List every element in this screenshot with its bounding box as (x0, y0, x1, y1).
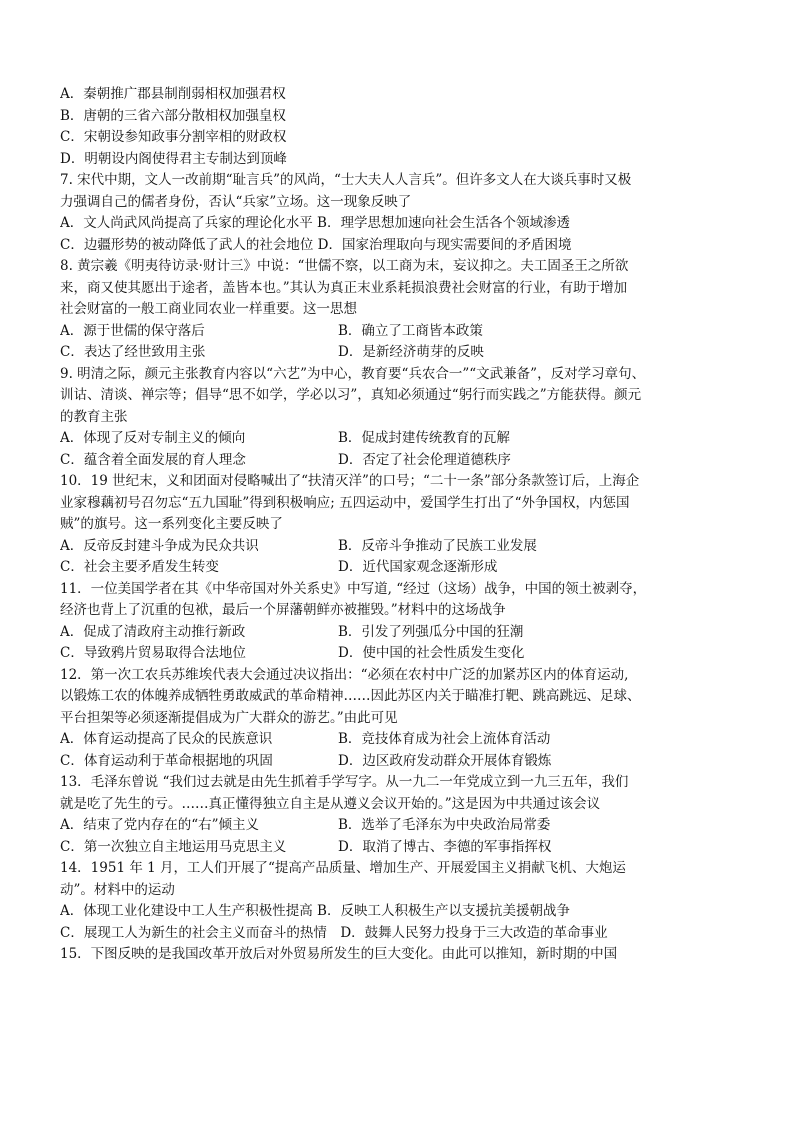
question-stem-line: 以锻炼工农的体魄养成牺牲勇敢威武的革命精神……因此苏区内关于瞄准打靶、跳高跳远、足球、 (60, 688, 641, 704)
question-stem-line: 7. 宋代中期，文人一改前期“耻言兵”的风尚，“士大夫人人言兵”。但许多文人在大谈兵事时又极 (60, 172, 632, 188)
option-row: A．文人尚武风尚提高了兵家的理论化水平 B．理学思想加速向社会生活各个领域渗透 (60, 215, 570, 231)
question-stem-line: 平台担架等必须逐渐提倡成为广大群众的游艺。”由此可见 (60, 709, 398, 726)
question-stem-line: 社会财富的一般工商业同农业一样重要。这一思想 (60, 301, 357, 317)
question-stem-line: 的教育主张 (60, 408, 128, 425)
question-stem-line: 贼”的旗号。这一系列变化主要反映了 (60, 516, 283, 532)
question-stem-line: 来，商又使其愿出于途者，盖皆本也。”其认为真正末业系耗损浪费社会财富的行业，有助于增加 (60, 279, 628, 296)
question-10 (60, 471, 740, 579)
question-13 (60, 772, 740, 858)
option-c: C．社会主要矛盾发生转变 (60, 559, 219, 575)
option-d: D．取消了博古、李德的军事指挥权 (338, 838, 552, 855)
option-row (60, 321, 740, 343)
option-a: A．结束了党内存在的“右”倾主义 (60, 817, 260, 833)
question-9 (60, 364, 740, 472)
question-7 (60, 170, 740, 256)
option-row (60, 428, 740, 450)
question-stem-line: 训诂、清谈、禅宗等；倡导“思不如学，学必以习”，真知必须通过“躬行而实践之”方能获得。颜元 (60, 387, 642, 403)
option-b: B．反帝斗争推动了民族工业发展 (338, 537, 537, 554)
option-d: D．明朝设内阁使得君主专制达到顶峰 (60, 150, 287, 167)
option-row: C．边疆形势的被动降低了武人的社会地位 D．国家治理取向与现实需要间的矛盾困境 (60, 236, 572, 253)
question-stem-line: 力强调自己的儒者身份，否认“兵家”立场。这一现象反映了 (60, 193, 412, 210)
option-row (60, 837, 740, 859)
question-6 (60, 84, 740, 170)
option-a: A．源于世儒的保守落后 (60, 322, 205, 339)
question-stem-line: 业家穆藕初号召勿忘“五九国耻”得到积极响应; 五四运动中，爱国学生打出了“外争国权，内惩国 (60, 494, 630, 511)
option-b: B．竞技体育成为社会上流体育活动 (338, 731, 551, 747)
option-a: A．体育运动提高了民众的民族意识 (60, 731, 273, 747)
option-b: B．唐朝的三省六部分散相权加强皇权 (60, 107, 286, 124)
question-11 (60, 579, 740, 665)
option-c: C．宋朝设参知政事分割宰相的财政权 (60, 129, 287, 145)
option-a: A．促成了清政府主动推行新政 (60, 623, 246, 640)
option-c: C．导致鸦片贸易取得合法地位 (60, 645, 246, 661)
option-b: B．促成封建传统教育的瓦解 (338, 430, 510, 446)
question-8 (60, 256, 740, 364)
option-row (60, 729, 740, 751)
question-stem-line: 14．1951 年 1 月，工人们开展了“提高产品质量、增加生产、开展爱国主义捐献飞机、大炮运 (60, 860, 626, 876)
option-c: C．表达了经世致用主张 (60, 344, 206, 360)
question-stem-line: 13．毛泽东曾说 “我们过去就是由先生抓着手学写字。从一九二一年党成立到一九三五年，我们 (60, 774, 629, 790)
question-15 (60, 944, 740, 966)
question-stem-line: 经济也背上了沉重的包袱，最后一个屏藩朝鲜亦被摧毁。”材料中的这场战争 (60, 602, 506, 618)
question-stem-line: 8. 黄宗羲《明夷待访录·财计三》中说：“世儒不察，以工商为末，妄议抑之。夫工固圣王之所欲 (60, 258, 629, 274)
option-b: B．确立了工商皆本政策 (338, 322, 483, 339)
option-c: C．体育运动利于革命根据地的巩固 (60, 752, 273, 769)
option-row (60, 536, 740, 558)
option-b: B．引发了列强瓜分中国的狂潮 (338, 623, 524, 640)
option-d: D．是新经济萌芽的反映 (338, 344, 484, 360)
option-row (60, 815, 740, 837)
option-a: A．体现了反对专制主义的倾向 (60, 430, 246, 446)
option-d: D．使中国的社会性质发生变化 (338, 645, 525, 661)
question-stem-line: 15．下图反映的是我国改革开放后对外贸易所发生的巨大变化。由此可以推知，新时期的中国 (60, 946, 618, 962)
question-stem-line: 就是吃了先生的亏。……真正懂得独立自主是从遵义会议开始的。”这是因为中共通过该会议 (60, 795, 601, 812)
option-d: D．否定了社会伦理道德秩序 (338, 451, 511, 468)
option-row (60, 751, 740, 773)
question-stem-line: 10．19 世纪末，义和团面对侵略喊出了“扶清灭洋”的口号；“二十一条”部分条款签订后，上海企 (60, 473, 640, 489)
option-row (60, 643, 740, 665)
question-stem-line: 动”。材料中的运动 (60, 881, 175, 898)
option-row (60, 622, 740, 644)
option-row: A．体现工业化建设中工人生产积极性提高 B．反映工人积极生产以支援抗美援朝战争 (60, 903, 570, 919)
option-row (60, 557, 740, 579)
question-stem-line: 9. 明清之际，颜元主张教育内容以“六艺”为中心，教育要“兵农合一”“文武兼备”，反对学习章句、 (60, 365, 646, 382)
question-14 (60, 858, 740, 944)
exam-page (60, 84, 740, 966)
question-stem-line: 11．一位美国学者在其《中华帝国对外关系史》中写道, “经过（这场）战争，中国的领土被剥夺， (60, 580, 647, 597)
question-12 (60, 665, 740, 773)
option-c: C．蕴含着全面发展的育人理念 (60, 451, 246, 468)
option-d: D．近代国家观念逐渐形成 (338, 559, 498, 575)
option-b: B．选举了毛泽东为中央政治局常委 (338, 817, 551, 833)
option-row: C．展现工人为新生的社会主义而奋斗的热情 D．鼓舞人民努力投身于三大改造的革命事业 (60, 924, 608, 941)
option-c: C．第一次独立自主地运用马克思主义 (60, 838, 287, 855)
option-a: A．秦朝推广郡县制削弱相权加强君权 (60, 86, 286, 102)
option-row (60, 342, 740, 364)
option-row (60, 450, 740, 472)
question-stem-line: 12．第一次工农兵苏维埃代表大会通过决议指出：“必须在农村中广泛的加紧苏区内的体育运动, (60, 666, 629, 683)
option-d: D．边区政府发动群众开展体育锻炼 (338, 752, 552, 769)
option-a: A．反帝反封建斗争成为民众共识 (60, 537, 259, 554)
